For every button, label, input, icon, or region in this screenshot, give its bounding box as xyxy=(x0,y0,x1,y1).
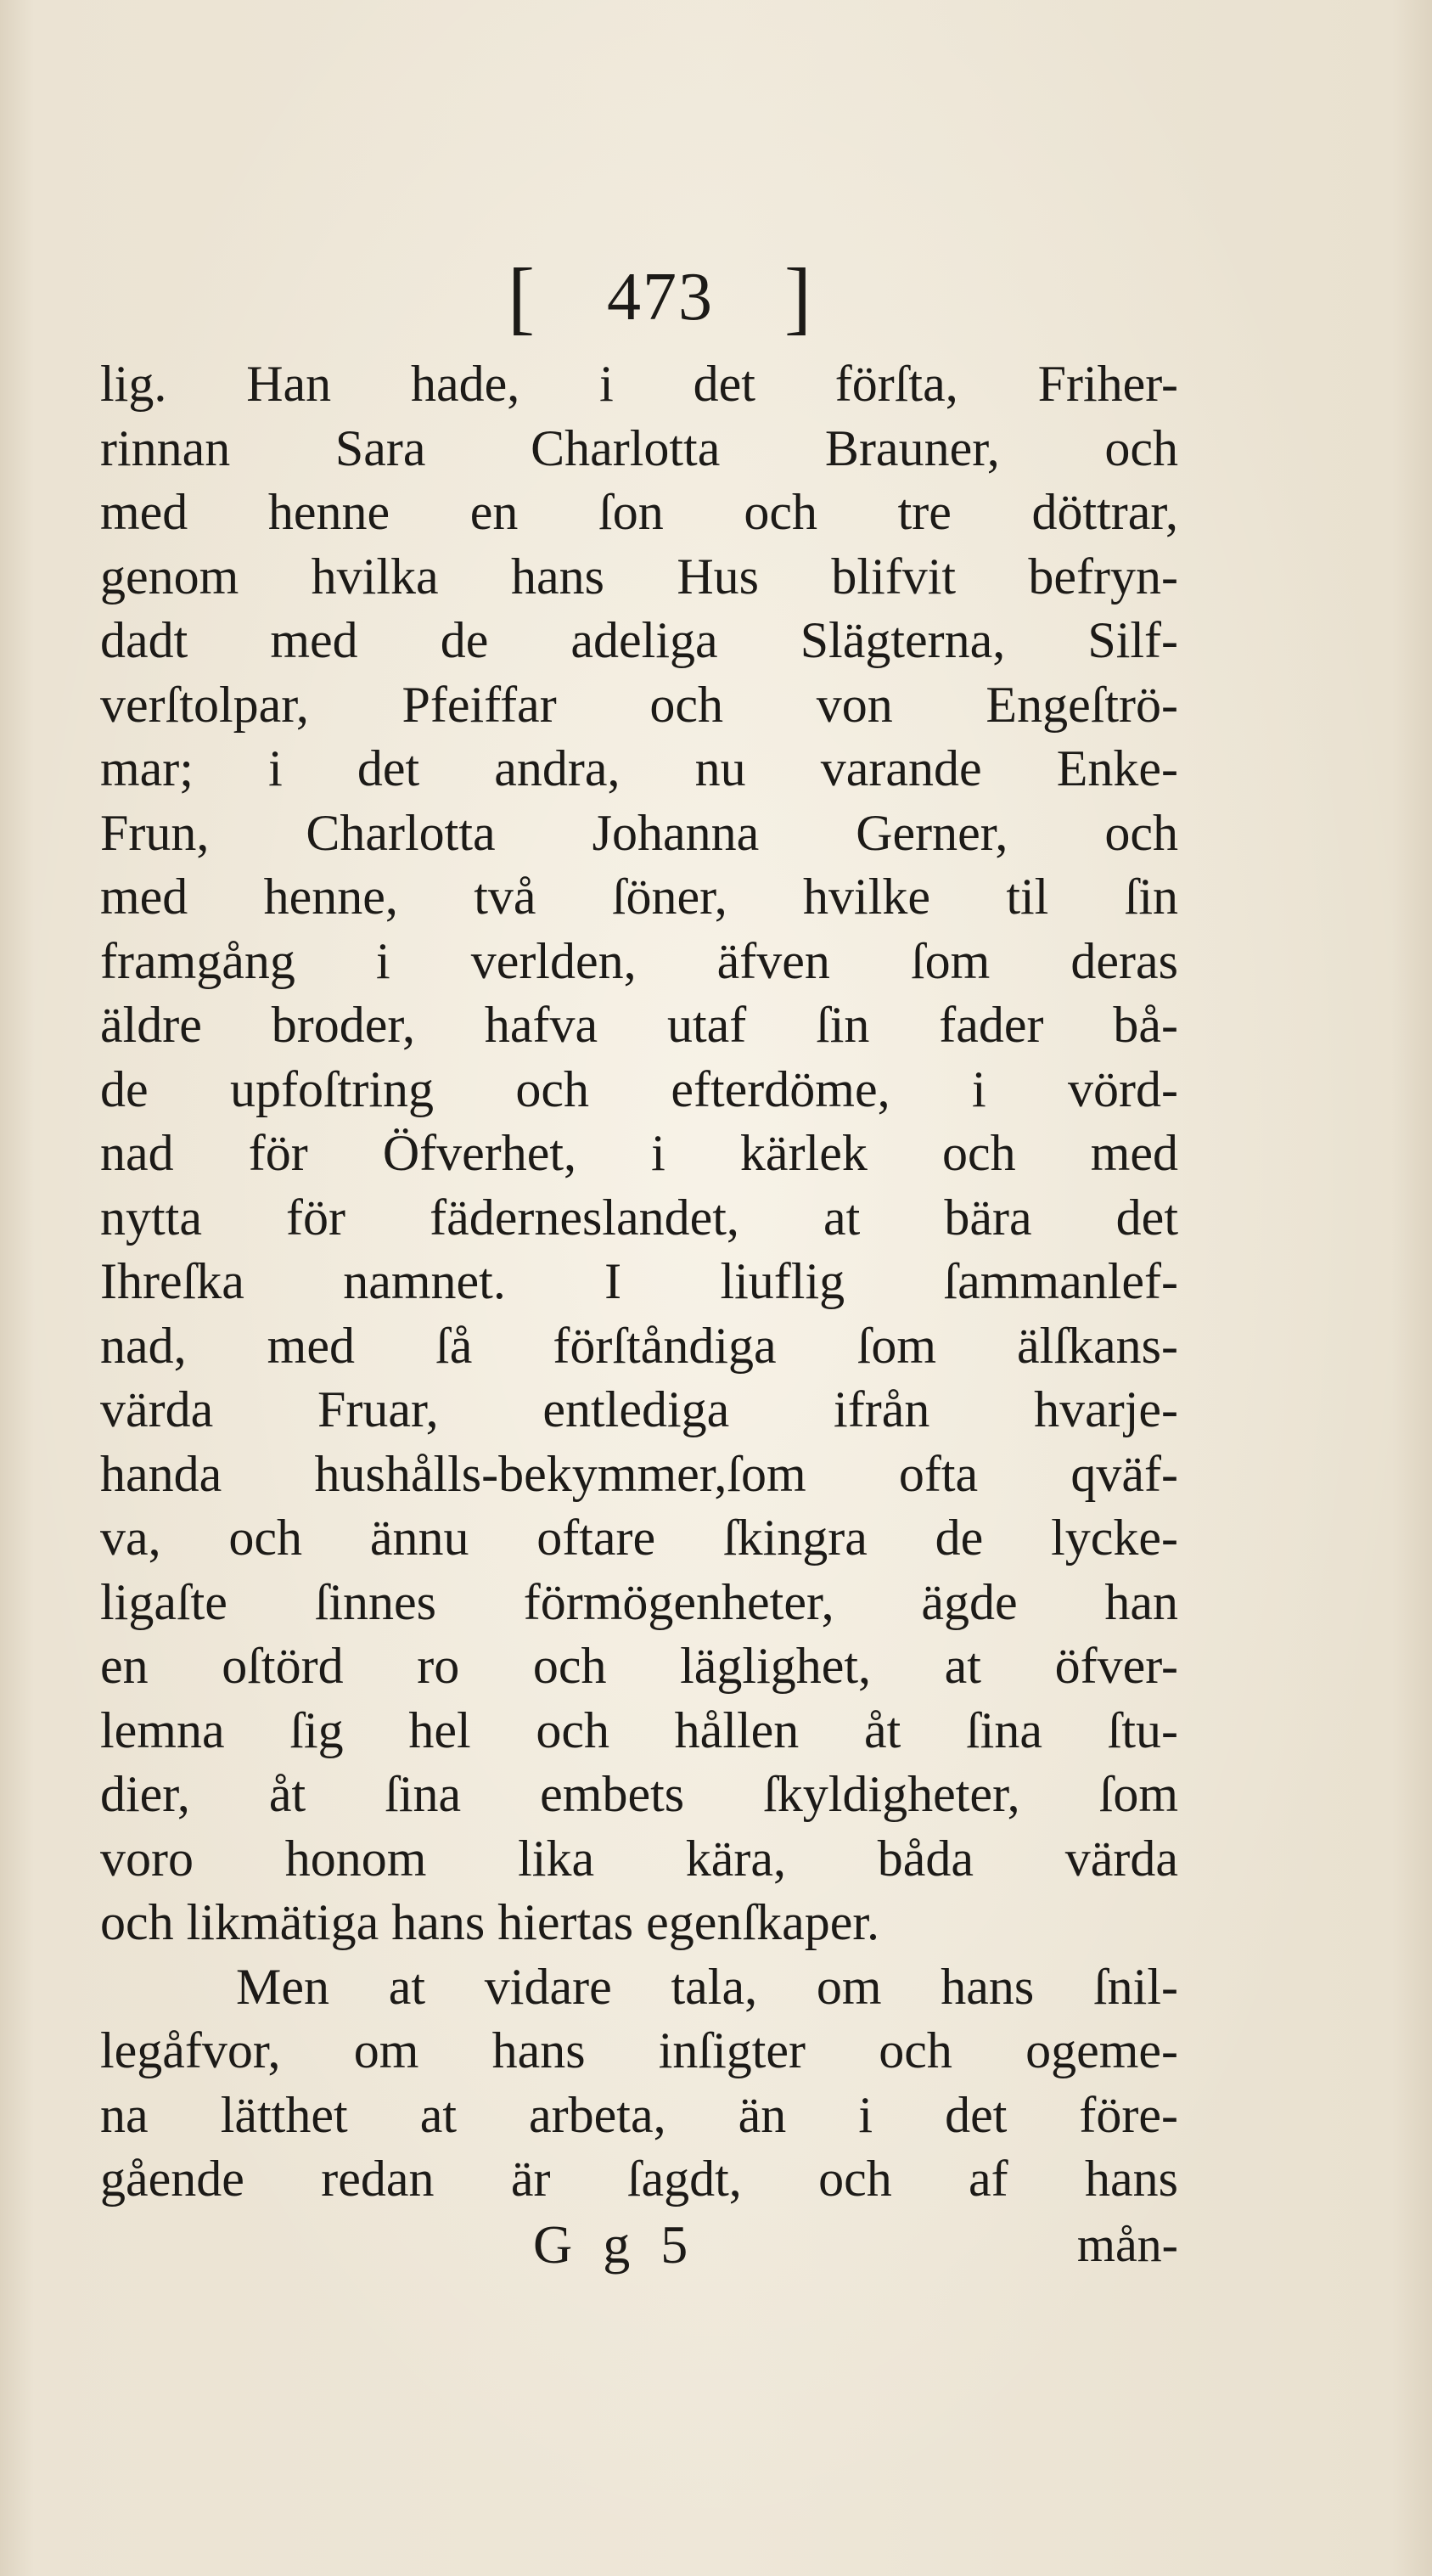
text-line: ligaſte ſinnes förmögenheter, ägde han xyxy=(100,1573,1178,1630)
text-line: Men at vidare tala, om hans ſnil- xyxy=(236,1958,1178,2015)
text-line: med henne en ſon och tre döttrar, xyxy=(100,484,1178,540)
text-line: dadt med de adeliga Slägterna, Silf- xyxy=(100,612,1178,668)
text-line: genom hvilka hans Hus blifvit befryn- xyxy=(100,548,1178,605)
text-line: de upfoſtring och efterdöme, i vörd- xyxy=(100,1060,1178,1117)
text-line: rinnan Sara Charlotta Brauner, och xyxy=(100,419,1178,476)
text-line: lemna ſig hel och hållen åt ſina ſtu- xyxy=(100,1701,1178,1758)
text-line: med henne, två ſöner, hvilke til ſin xyxy=(100,869,1178,925)
text-line: dier, åt ſina embets ſkyldigheter, ſom xyxy=(100,1766,1178,1822)
catchword: mån- xyxy=(1076,2217,1178,2272)
text-line: gående redan är ſagdt, och af hans xyxy=(100,2151,1178,2207)
page-number: 473 xyxy=(607,260,714,335)
text-line: mar; i det andra, nu varande Enke- xyxy=(100,740,1178,796)
page-header xyxy=(508,250,813,344)
text-line: voro honom lika kära, båda värda xyxy=(100,1830,1178,1887)
text-line: legåfvor, om hans inſigter och ogeme- xyxy=(100,2022,1178,2078)
text-line: nad för Öfverhet, i kärlek och med xyxy=(100,1125,1178,1181)
text-line: lig. Han hade, i det förſta, Friher- xyxy=(100,356,1178,412)
signature-mark: G g 5 xyxy=(533,2214,697,2275)
text-line: framgång i verlden, äfven ſom deras xyxy=(100,932,1178,989)
text-line: äldre broder, hafva utaf ſin fader bå- xyxy=(100,997,1178,1053)
close-bracket: ] xyxy=(784,251,813,342)
text-line: nad, med ſå förſtåndiga ſom älſkans- xyxy=(100,1317,1178,1374)
text-line: värda Fruar, entlediga ifrån hvarje- xyxy=(100,1381,1178,1437)
text-line: Ihreſka namnet. I liuflig ſammanlef- xyxy=(100,1253,1178,1309)
text-line: nytta för fäderneslandet, at bära det xyxy=(100,1189,1178,1246)
text-line: och likmätiga hans hiertas egenſkaper. xyxy=(100,1894,880,1950)
open-bracket: [ xyxy=(508,251,536,342)
text-line: na lätthet at arbeta, än i det före- xyxy=(100,2086,1178,2143)
text-line: verſtolpar, Pfeiffar och von Engeſtrö- xyxy=(100,676,1178,733)
text-line: va, och ännu oftare ſkingra de lycke- xyxy=(100,1510,1178,1566)
page-footer xyxy=(100,2211,1178,2279)
text-line: en oſtörd ro och läglighet, at öfver- xyxy=(100,1638,1178,1694)
body-text xyxy=(100,352,1178,2212)
text-line: Frun, Charlotta Johanna Gerner, och xyxy=(100,804,1178,861)
text-line: handa hushålls-bekymmer,ſom ofta qväf- xyxy=(100,1445,1178,1502)
